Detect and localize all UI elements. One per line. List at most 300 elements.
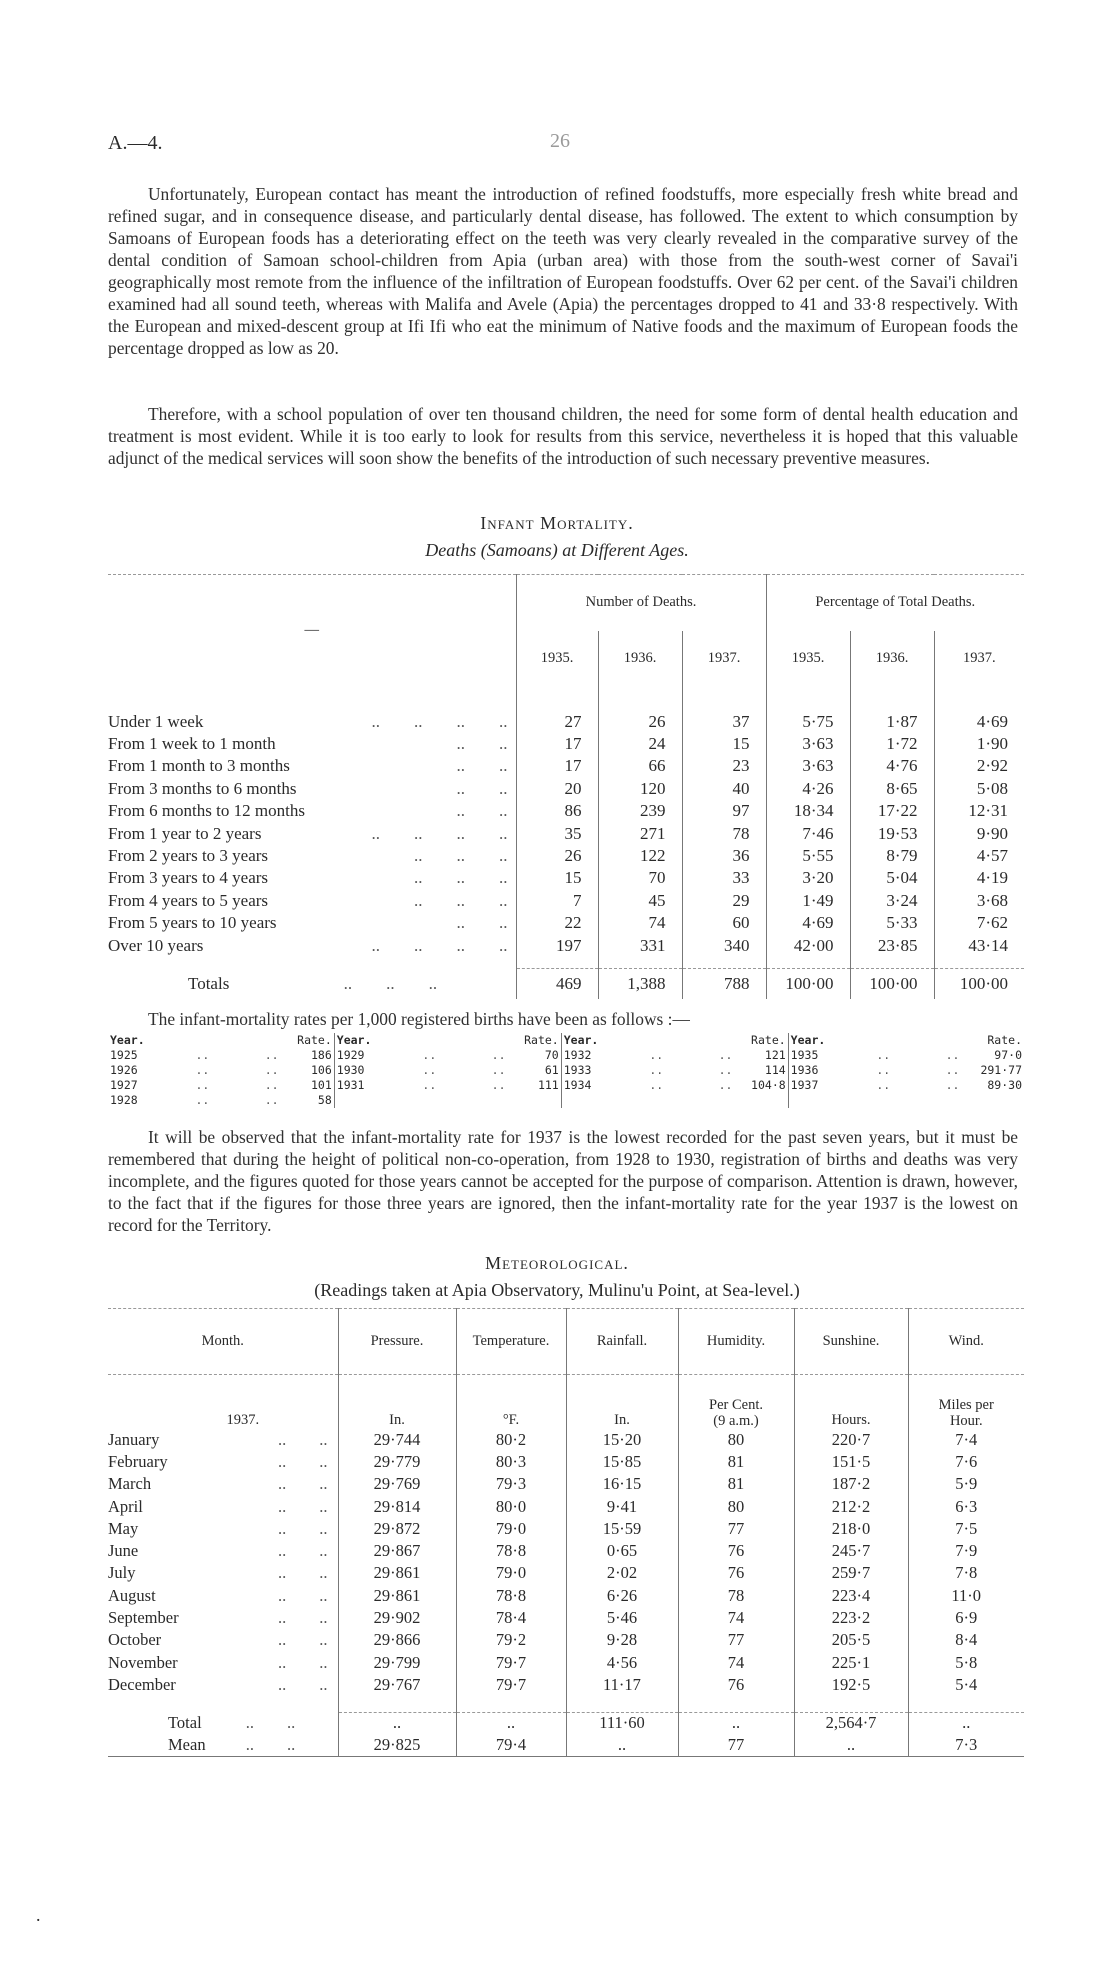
rainfall-cell: 15·59 — [566, 1518, 678, 1540]
leader-dots: .. .. — [456, 756, 508, 776]
wind-cell: 5·4 — [908, 1674, 1024, 1696]
sunshine-cell: 218·0 — [794, 1518, 908, 1540]
rates-year: 1931 — [336, 1078, 365, 1092]
leader-dots: .. .. — [278, 1474, 328, 1494]
year-header: 1935. — [766, 631, 850, 687]
leader-dots: .. .. — [195, 1078, 279, 1092]
month-label: March — [108, 1474, 152, 1494]
humidity-cell: 77 — [678, 1629, 794, 1651]
sunshine-cell: 245·7 — [794, 1540, 908, 1562]
infant-row — [108, 800, 1024, 822]
meteorological-subtitle: (Readings taken at Apia Observatory, Mulinu'u Point, at Sea-level.) — [314, 1280, 800, 1300]
month-cell — [108, 1518, 338, 1540]
month-cell — [108, 1607, 338, 1629]
humidity-unit-line1: Per Cent. — [709, 1396, 763, 1413]
deaths-cell: 37 — [682, 711, 766, 733]
rates-value: 186 — [281, 1048, 335, 1063]
percentage-cell: 43·14 — [934, 934, 1024, 956]
leader-dots — [615, 1093, 735, 1108]
rates-value: 291·77 — [980, 1063, 1022, 1077]
infant-mortality-title: Infant Mortality. — [480, 513, 634, 533]
rates-value: 89·30 — [987, 1078, 1022, 1092]
met-row — [108, 1451, 1024, 1473]
met-row — [108, 1473, 1024, 1495]
rates-rate-header: Rate. — [987, 1033, 1022, 1047]
met-mean-label: Mean — [168, 1734, 206, 1754]
pressure-cell: 29·767 — [338, 1674, 456, 1696]
humidity-unit-line2: (9 a.m.) — [713, 1412, 759, 1429]
rates-value: 111 — [508, 1078, 562, 1093]
deaths-cell: 29 — [682, 890, 766, 912]
percentage-cell: 3·63 — [766, 733, 850, 755]
pressure-cell: 29·814 — [338, 1495, 456, 1517]
total-cell: 469 — [516, 969, 598, 999]
rainfall-cell: 16·15 — [566, 1473, 678, 1495]
wind-unit-line1: Miles per — [938, 1396, 994, 1413]
month-cell — [108, 1473, 338, 1495]
percentage-cell: 4·76 — [850, 755, 934, 777]
deaths-cell: 15 — [682, 733, 766, 755]
month-label: August — [108, 1585, 156, 1605]
deaths-cell: 35 — [516, 822, 598, 844]
row-label: From 5 years to 10 years — [108, 913, 277, 933]
sunshine-cell: 225·1 — [794, 1651, 908, 1673]
row-label: From 2 years to 3 years — [108, 846, 269, 866]
wind-cell: 7·5 — [908, 1518, 1024, 1540]
report-code: A.—4. — [108, 132, 163, 154]
humidity-cell: 76 — [678, 1674, 794, 1696]
deaths-cell: 86 — [516, 800, 598, 822]
month-cell — [108, 1429, 338, 1451]
percentage-cell: 4·19 — [934, 867, 1024, 889]
deaths-cell: 45 — [598, 890, 682, 912]
wind-cell: 5·9 — [908, 1473, 1024, 1495]
met-row — [108, 1651, 1024, 1673]
month-label: November — [108, 1652, 178, 1672]
infant-mortality-rates — [108, 1033, 1024, 1108]
leader-dots: .. .. — [278, 1496, 328, 1516]
humidity-cell: 78 — [678, 1585, 794, 1607]
deaths-cell: 15 — [516, 867, 598, 889]
temperature-cell: 80·2 — [456, 1429, 566, 1451]
temperature-cell: 80·0 — [456, 1495, 566, 1517]
percentage-cell: 17·22 — [850, 800, 934, 822]
sunshine-cell: 187·2 — [794, 1473, 908, 1495]
rates-year-header: Year. — [563, 1033, 599, 1047]
leader-dots: .. .. — [649, 1078, 733, 1092]
temperature-cell: 79·7 — [456, 1674, 566, 1696]
percentage-cell: 3·68 — [934, 890, 1024, 912]
year-label: 1937. — [108, 1375, 338, 1429]
percentage-cell: 18·34 — [766, 800, 850, 822]
infant-row — [108, 822, 1024, 844]
wind-cell: 7·4 — [908, 1429, 1024, 1451]
temperature-cell: 78·8 — [456, 1540, 566, 1562]
row-label: From 1 week to 1 month — [108, 734, 276, 754]
percentage-cell: 3·24 — [850, 890, 934, 912]
met-mean-cell: 79·4 — [456, 1734, 566, 1756]
month-label: September — [108, 1608, 179, 1628]
pressure-cell: 29·867 — [338, 1540, 456, 1562]
month-label: December — [108, 1674, 176, 1694]
humidity-cell: 74 — [678, 1607, 794, 1629]
infant-row — [108, 867, 1024, 889]
rates-row — [108, 1048, 1024, 1063]
met-row — [108, 1540, 1024, 1562]
rates-year: 1928 — [110, 1093, 138, 1107]
rates-intro: The infant-mortality rates per 1,000 registered births have been as follows :— — [148, 1009, 690, 1029]
row-label-cell — [108, 711, 516, 733]
percentage-cell: 1·90 — [934, 733, 1024, 755]
deaths-cell: 70 — [598, 867, 682, 889]
totals-label: Totals — [188, 973, 230, 993]
leader-dots: .. .. — [422, 1048, 506, 1062]
met-mean-cell: 29·825 — [338, 1734, 456, 1756]
met-total-cell: .. — [908, 1712, 1024, 1734]
leader-dots: .. .. — [278, 1652, 328, 1672]
sunshine-cell: 205·5 — [794, 1629, 908, 1651]
row-label-cell — [108, 755, 516, 777]
month-label: April — [108, 1496, 143, 1516]
rates-rate-header: Rate. — [734, 1033, 788, 1048]
deaths-cell: 197 — [516, 934, 598, 956]
percentage-cell: 23·85 — [850, 934, 934, 956]
wind-cell: 7·8 — [908, 1562, 1024, 1584]
temperature-header: Temperature. — [456, 1309, 566, 1375]
met-mean-cell: .. — [566, 1734, 678, 1756]
leader-dots: .. .. — [278, 1541, 328, 1561]
infant-row — [108, 912, 1024, 934]
met-row — [108, 1674, 1024, 1696]
rates-year: 1935 — [790, 1048, 819, 1062]
rates-year — [334, 1093, 388, 1108]
rates-value: 58 — [281, 1093, 335, 1108]
humidity-cell: 77 — [678, 1518, 794, 1540]
month-label: May — [108, 1518, 139, 1538]
leader-dots: .. .. — [278, 1518, 328, 1538]
percentage-cell: 7·46 — [766, 822, 850, 844]
infant-row — [108, 934, 1024, 956]
row-label: Under 1 week — [108, 711, 204, 731]
percentage-cell: 1·72 — [850, 733, 934, 755]
pressure-header: Pressure. — [338, 1309, 456, 1375]
month-label: January — [108, 1429, 160, 1449]
paragraph-dental-education: Therefore, with a school population of over ten thousand children, the need for some form of dental health education and treatment is most evident. While it is too early to look for results from this service, nevertheless it is hoped that this valuable adjunct of the medical services will soon show the benefits of the introduction of such necessary preventive measures. — [108, 404, 1018, 468]
rates-year: 1933 — [563, 1063, 592, 1077]
infant-mortality-subtitle: Deaths (Samoans) at Different Ages. — [425, 540, 689, 560]
leader-dots: .. .. — [456, 734, 508, 754]
rainfall-cell: 0·65 — [566, 1540, 678, 1562]
leader-dots: .. .. — [876, 1078, 960, 1092]
met-row — [108, 1562, 1024, 1584]
rates-year: 1926 — [110, 1063, 138, 1077]
rates-value: 101 — [281, 1078, 335, 1093]
percentage-cell: 5·55 — [766, 845, 850, 867]
percentage-cell: 5·04 — [850, 867, 934, 889]
deaths-cell: 331 — [598, 934, 682, 956]
rainfall-cell: 6·26 — [566, 1585, 678, 1607]
rainfall-cell: 5·46 — [566, 1607, 678, 1629]
met-mean-cell: 77 — [678, 1734, 794, 1756]
rainfall-cell: 2·02 — [566, 1562, 678, 1584]
rates-value: 97·0 — [994, 1048, 1022, 1062]
rainfall-cell: 9·41 — [566, 1495, 678, 1517]
infant-row — [108, 755, 1024, 777]
row-label-cell — [108, 822, 516, 844]
infant-row — [108, 733, 1024, 755]
infant-mortality-table — [108, 574, 1024, 999]
rates-rate-header: Rate. — [281, 1033, 335, 1048]
year-header: 1935. — [516, 631, 598, 687]
deaths-cell: 122 — [598, 845, 682, 867]
percentage-cell: 1·49 — [766, 890, 850, 912]
humidity-cell: 74 — [678, 1651, 794, 1673]
wind-cell: 11·0 — [908, 1585, 1024, 1607]
rates-year — [788, 1093, 842, 1108]
humidity-header: Humidity. — [678, 1309, 794, 1375]
met-total-cell: .. — [338, 1712, 456, 1734]
rates-year: 1937 — [790, 1078, 819, 1092]
rates-value: 114 — [734, 1063, 788, 1078]
rates-value: 61 — [508, 1063, 562, 1078]
pressure-cell: 29·744 — [338, 1429, 456, 1451]
month-label: June — [108, 1541, 139, 1561]
met-row — [108, 1629, 1024, 1651]
met-total-row — [108, 1712, 1024, 1734]
leader-dots: .. .. — [195, 1048, 279, 1062]
rates-value — [508, 1093, 562, 1108]
rainfall-cell: 11·17 — [566, 1674, 678, 1696]
met-row — [108, 1607, 1024, 1629]
percentage-cell: 1·87 — [850, 711, 934, 733]
month-cell — [108, 1540, 338, 1562]
rates-value: 70 — [508, 1048, 562, 1063]
deaths-cell: 74 — [598, 912, 682, 934]
rainfall-cell: 9·28 — [566, 1629, 678, 1651]
rates-year — [561, 1093, 615, 1108]
month-cell — [108, 1651, 338, 1673]
deaths-cell: 17 — [516, 733, 598, 755]
rates-row — [108, 1078, 1024, 1093]
sunshine-cell: 151·5 — [794, 1451, 908, 1473]
met-total-cell: .. — [456, 1712, 566, 1734]
leader-dots: .. .. .. — [343, 973, 438, 993]
total-cell: 788 — [682, 969, 766, 999]
year-header: 1937. — [934, 631, 1024, 687]
leader-dots: .. .. — [278, 1674, 328, 1694]
row-label-cell — [108, 867, 516, 889]
month-cell — [108, 1562, 338, 1584]
rates-rate-header: Rate. — [508, 1033, 562, 1048]
rainfall-header: Rainfall. — [566, 1309, 678, 1375]
temperature-cell: 78·4 — [456, 1607, 566, 1629]
met-mean-cell: 7·3 — [908, 1734, 1024, 1756]
deaths-cell: 66 — [598, 755, 682, 777]
row-label: From 4 years to 5 years — [108, 890, 269, 910]
infant-row — [108, 711, 1024, 733]
rates-value — [734, 1093, 788, 1108]
month-label: July — [108, 1563, 136, 1583]
deaths-group-header: Number of Deaths. — [516, 575, 766, 631]
percentage-cell: 2·92 — [934, 755, 1024, 777]
deaths-cell: 27 — [516, 711, 598, 733]
leader-dots: .. .. .. .. — [371, 935, 508, 955]
infant-row — [108, 845, 1024, 867]
sunshine-cell: 259·7 — [794, 1562, 908, 1584]
month-cell — [108, 1674, 338, 1696]
humidity-cell: 81 — [678, 1451, 794, 1473]
leader-dots: .. .. — [649, 1063, 733, 1077]
row-label-cell — [108, 912, 516, 934]
month-label: October — [108, 1630, 162, 1650]
paragraph-dental: Unfortunately, European contact has meant the introduction of refined foodstuffs, more especially fresh white bread and refined sugar, and in consequence disease, and particularly dental disease, has followed. The extent to which consumption by Samoans of European foods has a deteriorating effect on the teeth was very clearly revealed in the comparative survey of the dental condition of Samoan school-children from Apia (urban area) with those from the south-west corner of Savai'i geographically most remote from the influence of the infiltration of European foodstuffs. Over 62 per cent. of the Savai'i children examined had all sound teeth, whereas with Malifa and Avele (Apia) the percentages dropped to 41 and 33·8 respectively. With the European and mixed-descent group at Ifi Ifi who eat the minimum of Native foods and the maximum of European foods the percentage dropped as low as 20. — [108, 184, 1018, 358]
percentage-cell: 4·57 — [934, 845, 1024, 867]
deaths-cell: 40 — [682, 778, 766, 800]
total-cell: 100·00 — [934, 969, 1024, 999]
leader-dots: .. .. — [876, 1063, 960, 1077]
percentage-cell: 8·65 — [850, 778, 934, 800]
rates-year: 1930 — [336, 1063, 365, 1077]
row-label: From 1 year to 2 years — [108, 823, 262, 843]
leader-dots — [842, 1093, 962, 1108]
wind-cell: 6·9 — [908, 1607, 1024, 1629]
total-cell: 100·00 — [766, 969, 850, 999]
year-header: 1937. — [682, 631, 766, 687]
sunshine-cell: 223·4 — [794, 1585, 908, 1607]
rates-row — [108, 1093, 1024, 1108]
pressure-cell: 29·779 — [338, 1451, 456, 1473]
leader-dots: .. .. — [195, 1093, 279, 1107]
met-row — [108, 1429, 1024, 1451]
month-cell — [108, 1451, 338, 1473]
sunshine-header: Sunshine. — [794, 1309, 908, 1375]
rates-value: 121 — [734, 1048, 788, 1063]
percentage-cell: 8·79 — [850, 845, 934, 867]
leader-dots: .. .. — [278, 1451, 328, 1471]
rates-header-row — [108, 1033, 1024, 1048]
leader-dots: .. .. — [278, 1630, 328, 1650]
row-label-cell — [108, 845, 516, 867]
rates-value: 106 — [281, 1063, 335, 1078]
row-label-cell — [108, 778, 516, 800]
footer-mark: . — [36, 1905, 41, 1925]
humidity-cell: 80 — [678, 1429, 794, 1451]
rates-year: 1925 — [110, 1048, 138, 1062]
leader-dots: .. .. — [456, 913, 508, 933]
row-label: From 3 months to 6 months — [108, 778, 297, 798]
deaths-cell: 24 — [598, 733, 682, 755]
month-cell — [108, 1585, 338, 1607]
row-label-cell — [108, 890, 516, 912]
sunshine-cell: 223·2 — [794, 1607, 908, 1629]
leader-dots: .. .. — [456, 801, 508, 821]
wind-cell: 7·9 — [908, 1540, 1024, 1562]
sunshine-cell: 212·2 — [794, 1495, 908, 1517]
met-mean-cell: .. — [794, 1734, 908, 1756]
met-total-label: Total — [168, 1713, 202, 1733]
percentage-cell: 5·33 — [850, 912, 934, 934]
pressure-cell: 29·866 — [338, 1629, 456, 1651]
wind-cell: 8·4 — [908, 1629, 1024, 1651]
met-total-cell: 2,564·7 — [794, 1712, 908, 1734]
meteorological-title: Meteorological. — [485, 1253, 629, 1273]
met-total-cell: .. — [678, 1712, 794, 1734]
percentage-cell: 19·53 — [850, 822, 934, 844]
leader-dots: .. .. — [278, 1563, 328, 1583]
infant-row — [108, 890, 1024, 912]
temperature-cell: 78·8 — [456, 1585, 566, 1607]
rates-year-header: Year. — [336, 1033, 372, 1047]
temperature-cell: 79·0 — [456, 1562, 566, 1584]
total-cell: 100·00 — [850, 969, 934, 999]
deaths-cell: 33 — [682, 867, 766, 889]
leader-dots: .. .. .. — [414, 868, 508, 888]
sunshine-unit: Hours. — [794, 1375, 908, 1429]
month-cell — [108, 1495, 338, 1517]
percentage-cell: 3·63 — [766, 755, 850, 777]
row-label-cell — [108, 934, 516, 956]
total-cell: 1,388 — [598, 969, 682, 999]
rates-year: 1934 — [563, 1078, 592, 1092]
met-total-cell: 111·60 — [566, 1712, 678, 1734]
humidity-cell: 76 — [678, 1562, 794, 1584]
deaths-cell: 239 — [598, 800, 682, 822]
percentage-cell: 4·26 — [766, 778, 850, 800]
rainfall-cell: 15·85 — [566, 1451, 678, 1473]
infant-stub-header: — — [108, 575, 516, 687]
wind-cell: 6·3 — [908, 1495, 1024, 1517]
wind-header: Wind. — [908, 1309, 1024, 1375]
temperature-unit: °F. — [456, 1375, 566, 1429]
month-cell — [108, 1629, 338, 1651]
rates-year-header: Year. — [110, 1033, 145, 1047]
rates-year: 1936 — [790, 1063, 819, 1077]
deaths-cell: 26 — [598, 711, 682, 733]
deaths-cell: 60 — [682, 912, 766, 934]
percentage-cell: 12·31 — [934, 800, 1024, 822]
deaths-cell: 23 — [682, 755, 766, 777]
rates-value: 104·8 — [734, 1078, 788, 1093]
temperature-cell: 79·7 — [456, 1651, 566, 1673]
leader-dots: .. .. — [422, 1063, 506, 1077]
met-row — [108, 1518, 1024, 1540]
page-number: 26 — [550, 130, 570, 152]
rates-year: 1932 — [563, 1048, 592, 1062]
pressure-cell: 29·861 — [338, 1585, 456, 1607]
pressure-cell: 29·769 — [338, 1473, 456, 1495]
deaths-cell: 78 — [682, 822, 766, 844]
leader-dots: .. .. — [278, 1585, 328, 1605]
temperature-cell: 79·2 — [456, 1629, 566, 1651]
percentage-cell: 7·62 — [934, 912, 1024, 934]
deaths-cell: 120 — [598, 778, 682, 800]
row-label: From 3 years to 4 years — [108, 868, 269, 888]
infant-row — [108, 778, 1024, 800]
deaths-cell: 20 — [516, 778, 598, 800]
sunshine-cell: 220·7 — [794, 1429, 908, 1451]
row-label: Over 10 years — [108, 935, 204, 955]
humidity-unit — [678, 1375, 794, 1429]
humidity-cell: 76 — [678, 1540, 794, 1562]
humidity-cell: 81 — [678, 1473, 794, 1495]
met-row — [108, 1495, 1024, 1517]
temperature-cell: 79·0 — [456, 1518, 566, 1540]
deaths-cell: 22 — [516, 912, 598, 934]
month-header: Month. — [108, 1309, 338, 1375]
wind-unit-line2: Hour. — [949, 1412, 983, 1429]
met-row — [108, 1585, 1024, 1607]
pressure-unit: In. — [338, 1375, 456, 1429]
